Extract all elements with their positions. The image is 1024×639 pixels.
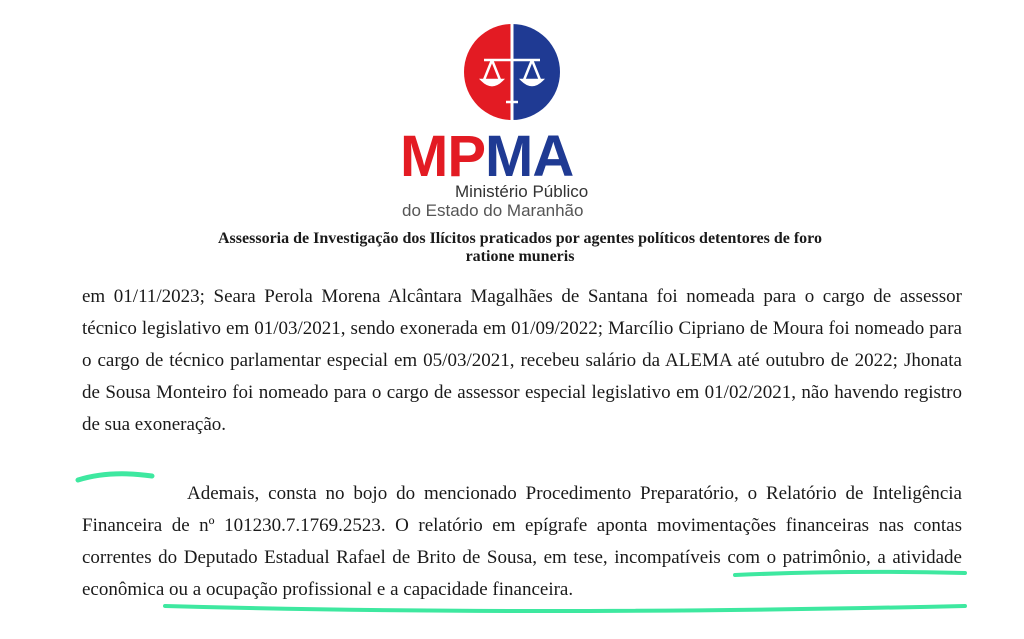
brand-wordmark (400, 124, 640, 189)
brand-subtitle-2: do Estado do Maranhão (402, 201, 584, 220)
department-line-1: Assessoria de Investigação dos Ilícitos praticados por agentes políticos detentores de foro (218, 230, 822, 247)
mpma-logo-icon (462, 22, 562, 122)
body-paragraph-1: em 01/11/2023; Seara Perola Morena Alcântara Magalhães de Santana foi nomeada para o cargo de assessor técnico legislativo em 01/03/2021, sendo exonerada em 01/09/2022; Marcílio Cipriano de Moura foi nomeado para o cargo de técnico parlamentar especial em 05/03/2021, recebeu salário da ALEMA até outubro de 2022; Jhonata de Sousa Monteiro foi nomeado para o cargo de assessor especial legislativo em 01/02/2021, não havendo registro de sua exoneração. (82, 286, 962, 435)
brand-mp: MP (400, 124, 485, 189)
body-paragraph-2: Ademais, consta no bojo do mencionado Procedimento Preparatório, o Relatório de Inteligência Financeira de nº 101230.7.1769.2523. O relatório em epígrafe aponta movimentações financeiras nas contas correntes do Deputado Estadual Rafael de Brito de Sousa, em tese, incompatíveis com o patrimônio, a atividade econômica ou a ocupação profissional e a capacidade financeira. (82, 483, 962, 600)
brand-subtitle-1: Ministério Público (455, 182, 589, 201)
department-line-2: ratione muneris (465, 248, 575, 265)
highlight-mark-incompativeis (165, 606, 965, 611)
department-heading (100, 230, 940, 266)
brand-ma: MA (485, 124, 574, 189)
